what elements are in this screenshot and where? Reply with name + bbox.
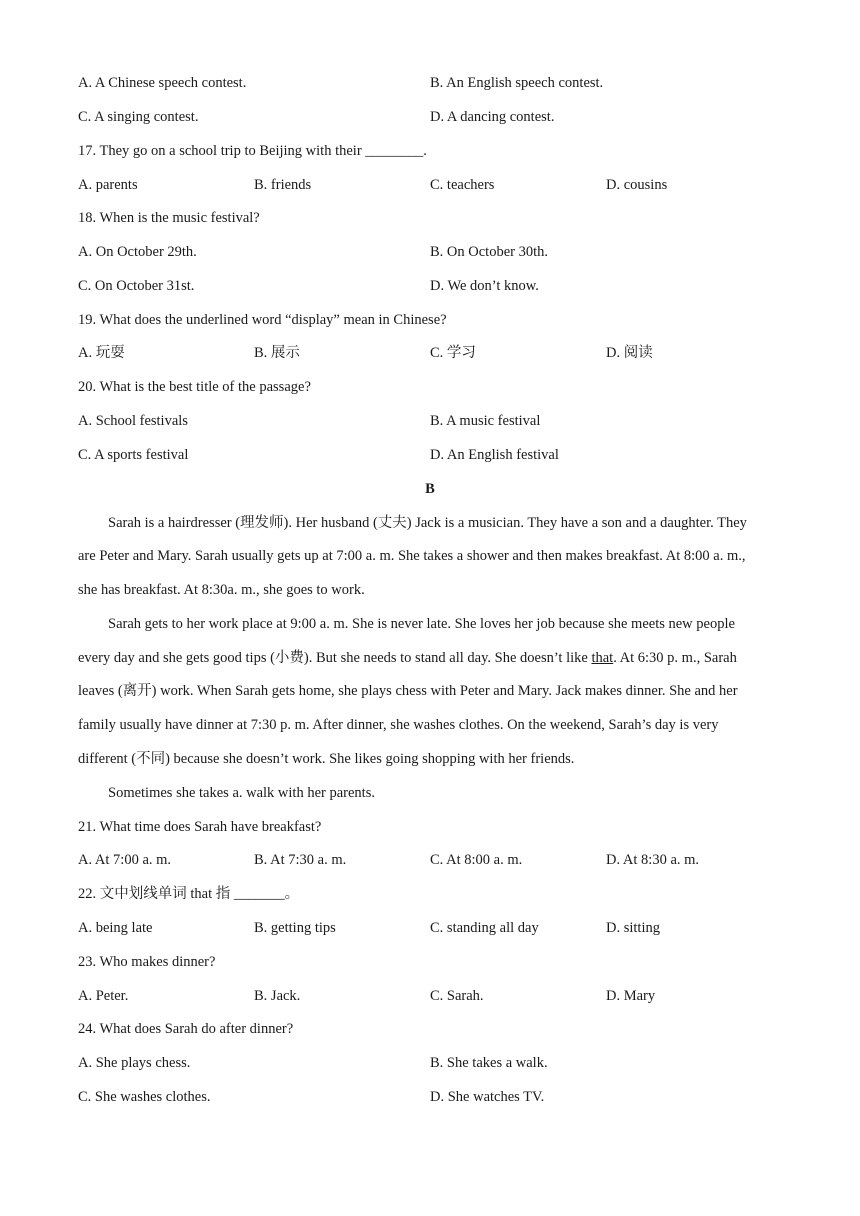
q21-option-b[interactable]: B. At 7:30 a. m. bbox=[254, 852, 347, 868]
q18-option-b[interactable]: B. On October 30th. bbox=[430, 244, 548, 260]
q18-question: 18. When is the music festival? bbox=[78, 210, 260, 226]
q22-option-c[interactable]: C. standing all day bbox=[430, 920, 539, 936]
q22-option-a[interactable]: A. being late bbox=[78, 920, 153, 936]
q20-option-c[interactable]: C. A sports festival bbox=[78, 447, 189, 463]
q21-option-d[interactable]: D. At 8:30 a. m. bbox=[606, 852, 700, 868]
q23-option-a[interactable]: A. Peter. bbox=[78, 988, 129, 1004]
q21-option-a[interactable]: A. At 7:00 a. m. bbox=[78, 852, 172, 868]
passage-p2-line-2-start: every day and she gets good tips (小费). But she needs to stand all day. She doesn’t like bbox=[78, 650, 592, 666]
q22-question: 22. 文中划线单词 that 指 _______。 bbox=[78, 886, 300, 902]
q23-option-b[interactable]: B. Jack. bbox=[254, 988, 301, 1004]
q20-options-row-2 bbox=[78, 445, 800, 465]
q24-option-d[interactable]: D. She watches TV. bbox=[430, 1089, 545, 1105]
q18-options-row-2 bbox=[78, 276, 800, 296]
q23-options bbox=[78, 986, 800, 1006]
q21-option-c[interactable]: C. At 8:00 a. m. bbox=[430, 852, 523, 868]
q18-option-d[interactable]: D. We don’t know. bbox=[430, 278, 539, 294]
q16-options-row-2 bbox=[78, 107, 800, 127]
passage-p2-line-3: leaves (离开) work. When Sarah gets home, she plays chess with Peter and Mary. Jack makes dinner. She and her bbox=[78, 683, 738, 699]
q22-option-d[interactable]: D. sitting bbox=[606, 920, 660, 936]
q16-option-d[interactable]: D. A dancing contest. bbox=[430, 109, 555, 125]
passage-p1-line-2: are Peter and Mary. Sarah usually gets up at 7:00 a. m. She takes a shower and then makes breakfast. At 8:00 a. m., bbox=[78, 548, 746, 564]
q16-option-b[interactable]: B. An English speech contest. bbox=[430, 75, 604, 91]
q20-option-a[interactable]: A. School festivals bbox=[78, 413, 188, 429]
q24-option-b[interactable]: B. She takes a walk. bbox=[430, 1055, 548, 1071]
q17-option-d[interactable]: D. cousins bbox=[606, 177, 668, 193]
passage-p2-line-1: Sarah gets to her work place at 9:00 a. m. She is never late. She loves her job because she meets new people bbox=[108, 616, 735, 632]
q21-question: 21. What time does Sarah have breakfast? bbox=[78, 819, 322, 835]
q20-options-row-1 bbox=[78, 411, 800, 431]
q24-question: 24. What does Sarah do after dinner? bbox=[78, 1021, 294, 1037]
q19-question: 19. What does the underlined word “display” mean in Chinese? bbox=[78, 312, 447, 328]
q16-options-row-1 bbox=[78, 73, 800, 93]
q20-option-b[interactable]: B. A music festival bbox=[430, 413, 541, 429]
passage-p2-line-5: different (不同) because she doesn’t work. She likes going shopping with her friends. bbox=[78, 751, 575, 767]
q20-question: 20. What is the best title of the passage? bbox=[78, 379, 311, 395]
passage-p2-line-4: family usually have dinner at 7:30 p. m. After dinner, she washes clothes. On the weekend, Sarah’s day is very bbox=[78, 717, 719, 733]
q23-option-c[interactable]: C. Sarah. bbox=[430, 988, 484, 1004]
q20-option-d[interactable]: D. An English festival bbox=[430, 447, 559, 463]
q24-option-a[interactable]: A. She plays chess. bbox=[78, 1055, 191, 1071]
q22-option-b[interactable]: B. getting tips bbox=[254, 920, 336, 936]
q17-option-a[interactable]: A. parents bbox=[78, 177, 138, 193]
q16-option-c[interactable]: C. A singing contest. bbox=[78, 109, 199, 125]
q17-question: 17. They go on a school trip to Beijing with their ________. bbox=[78, 143, 427, 159]
passage-p1-line-1: Sarah is a hairdresser (理发师). Her husband (丈夫) Jack is a musician. They have a son and a daughter. They bbox=[108, 515, 747, 531]
q17-option-b[interactable]: B. friends bbox=[254, 177, 312, 193]
passage-p2-line-2 bbox=[78, 648, 800, 668]
q19-option-d[interactable]: D. 阅读 bbox=[606, 345, 653, 361]
q23-question: 23. Who makes dinner? bbox=[78, 954, 216, 970]
q23-option-d[interactable]: D. Mary bbox=[606, 988, 656, 1004]
q17-options bbox=[78, 175, 800, 195]
q17-option-c[interactable]: C. teachers bbox=[430, 177, 495, 193]
section-b-heading: B bbox=[425, 481, 435, 497]
q19-option-a[interactable]: A. 玩耍 bbox=[78, 345, 125, 361]
q19-option-c[interactable]: C. 学习 bbox=[430, 345, 476, 361]
passage-p1-line-3: she has breakfast. At 8:30a. m., she goes to work. bbox=[78, 582, 365, 598]
passage-p2-line-2-end: . At 6:30 p. m., Sarah bbox=[613, 650, 737, 666]
q24-option-c[interactable]: C. She washes clothes. bbox=[78, 1089, 211, 1105]
q19-option-b[interactable]: B. 展示 bbox=[254, 345, 300, 361]
q18-options-row-1 bbox=[78, 242, 800, 262]
q16-option-a[interactable]: A. A Chinese speech contest. bbox=[78, 75, 247, 91]
q24-options-row-2 bbox=[78, 1087, 800, 1107]
passage-p3-line-1: Sometimes she takes a. walk with her parents. bbox=[108, 785, 375, 801]
q24-options-row-1 bbox=[78, 1053, 800, 1073]
underlined-word-that: that bbox=[591, 650, 614, 666]
q22-options bbox=[78, 918, 800, 938]
q18-option-a[interactable]: A. On October 29th. bbox=[78, 244, 197, 260]
q18-option-c[interactable]: C. On October 31st. bbox=[78, 278, 195, 294]
q19-options bbox=[78, 343, 800, 363]
q21-options bbox=[78, 850, 800, 870]
